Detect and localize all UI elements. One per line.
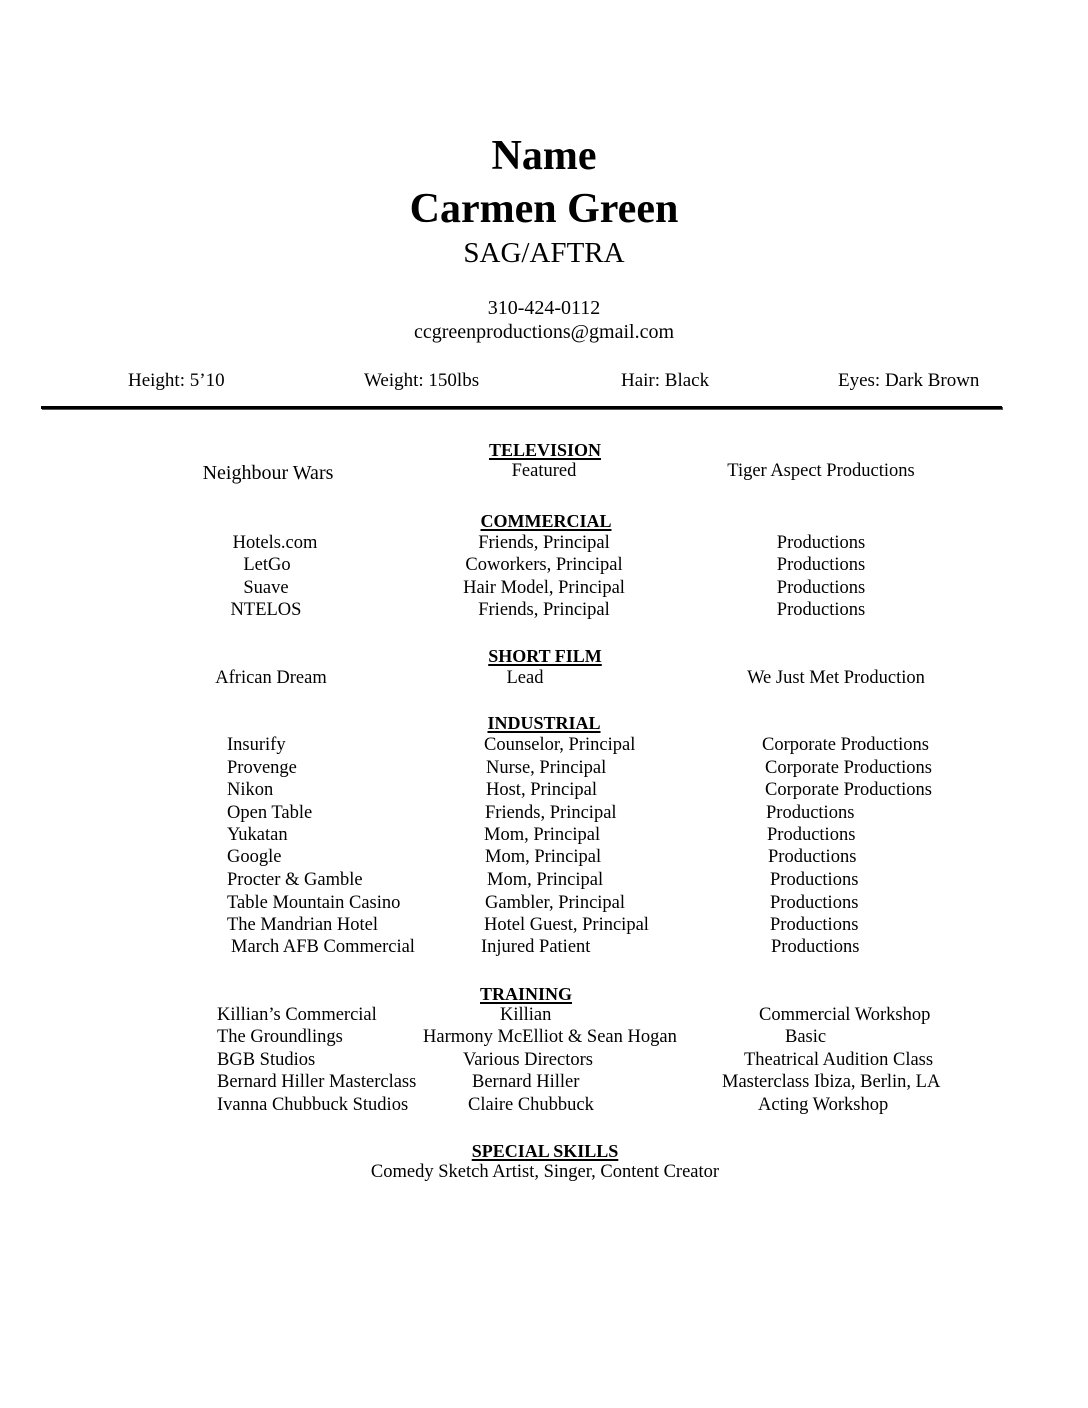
section-title-industrial: INDUSTRIAL	[487, 713, 601, 733]
credit-company: Tiger Aspect Productions	[727, 461, 915, 481]
credit-role: Host, Principal	[486, 780, 597, 800]
credit-company: Productions	[776, 533, 866, 553]
credit-role: Hair Model, Principal	[463, 578, 625, 598]
credit-role: Friends, Principal	[485, 803, 617, 823]
training-class: Basic	[785, 1027, 827, 1047]
credit-project: African Dream	[215, 668, 327, 688]
stat-eyes: Eyes: Dark Brown	[838, 370, 980, 391]
training-instructor: Various Directors	[463, 1050, 593, 1070]
credit-company: We Just Met Production	[747, 668, 925, 688]
section-title-television: TELEVISION	[488, 440, 602, 460]
stat-weight: Weight: 150lbs	[364, 370, 480, 391]
credit-project: LetGo	[243, 555, 291, 575]
credit-role: Friends, Principal	[478, 533, 610, 553]
training-class: Masterclass Ibiza, Berlin, LA	[722, 1072, 941, 1092]
credit-role: Coworkers, Principal	[465, 555, 623, 575]
training-class: Acting Workshop	[758, 1095, 889, 1115]
special-skills-text: Comedy Sketch Artist, Singer, Content Creator	[370, 1162, 720, 1182]
credit-project: Open Table	[227, 803, 313, 823]
training-class: Theatrical Audition Class	[744, 1050, 934, 1070]
credit-role: Mom, Principal	[485, 847, 602, 867]
credit-company: Corporate Productions	[762, 735, 929, 755]
credit-company: Productions	[776, 555, 866, 575]
stat-height: Height: 5’10	[128, 370, 225, 391]
section-title-short-film: SHORT FILM	[488, 646, 602, 666]
credit-company: Corporate Productions	[765, 780, 932, 800]
training-instructor: Harmony McElliot & Sean Hogan	[423, 1027, 677, 1047]
credit-company: Productions	[768, 847, 857, 867]
credit-role: Mom, Principal	[484, 825, 601, 845]
credit-project: Suave	[243, 578, 289, 598]
credit-project: Table Mountain Casino	[227, 893, 401, 913]
credit-project: The Mandrian Hotel	[227, 915, 379, 935]
credit-project: Yukatan	[227, 825, 288, 845]
stat-hair: Hair: Black	[621, 370, 710, 391]
credit-company: Productions	[766, 803, 855, 823]
training-class: Commercial Workshop	[759, 1005, 931, 1025]
email-address: ccgreenproductions@gmail.com	[414, 321, 674, 343]
credit-project: Provenge	[227, 758, 297, 778]
credit-project: Hotels.com	[232, 533, 318, 553]
credit-role: Nurse, Principal	[486, 758, 607, 778]
credit-project: NTELOS	[230, 600, 302, 620]
credit-project: Procter & Gamble	[227, 870, 363, 890]
credit-project: Insurify	[227, 735, 286, 755]
training-school: BGB Studios	[217, 1050, 316, 1070]
section-title-training: TRAINING	[479, 984, 573, 1004]
credit-project: Nikon	[227, 780, 274, 800]
credit-project: March AFB Commercial	[231, 937, 415, 957]
credit-company: Corporate Productions	[765, 758, 932, 778]
credit-role: Hotel Guest, Principal	[484, 915, 649, 935]
credit-role: Featured	[511, 461, 577, 481]
credit-company: Productions	[767, 825, 856, 845]
credit-company: Productions	[776, 578, 866, 598]
phone-number: 310-424-0112	[487, 297, 601, 319]
credit-role: Counselor, Principal	[484, 735, 636, 755]
credit-project: Google	[227, 847, 282, 867]
header-label: Name	[491, 133, 597, 179]
credit-role: Mom, Principal	[487, 870, 604, 890]
training-school: The Groundlings	[217, 1027, 343, 1047]
actor-name: Carmen Green	[409, 186, 679, 232]
union-affiliation: SAG/AFTRA	[463, 237, 625, 269]
credit-company: Productions	[770, 893, 859, 913]
training-school: Bernard Hiller Masterclass	[217, 1072, 417, 1092]
section-title-special-skills: SPECIAL SKILLS	[471, 1141, 619, 1161]
credit-role: Gambler, Principal	[485, 893, 626, 913]
credit-company: Productions	[770, 915, 859, 935]
credit-company: Productions	[776, 600, 866, 620]
training-instructor: Bernard Hiller	[472, 1072, 580, 1092]
section-title-commercial: COMMERCIAL	[480, 511, 612, 531]
header-divider	[41, 406, 1002, 409]
training-school: Ivanna Chubbuck Studios	[217, 1095, 409, 1115]
training-instructor: Claire Chubbuck	[468, 1095, 594, 1115]
credit-role: Friends, Principal	[478, 600, 610, 620]
credit-role: Lead	[506, 668, 544, 688]
credit-company: Productions	[770, 870, 859, 890]
credit-role: Injured Patient	[481, 937, 591, 957]
credit-project: Neighbour Wars	[202, 462, 334, 484]
training-instructor: Killian	[500, 1005, 552, 1025]
training-school: Killian’s Commercial	[217, 1005, 377, 1025]
credit-company: Productions	[771, 937, 860, 957]
